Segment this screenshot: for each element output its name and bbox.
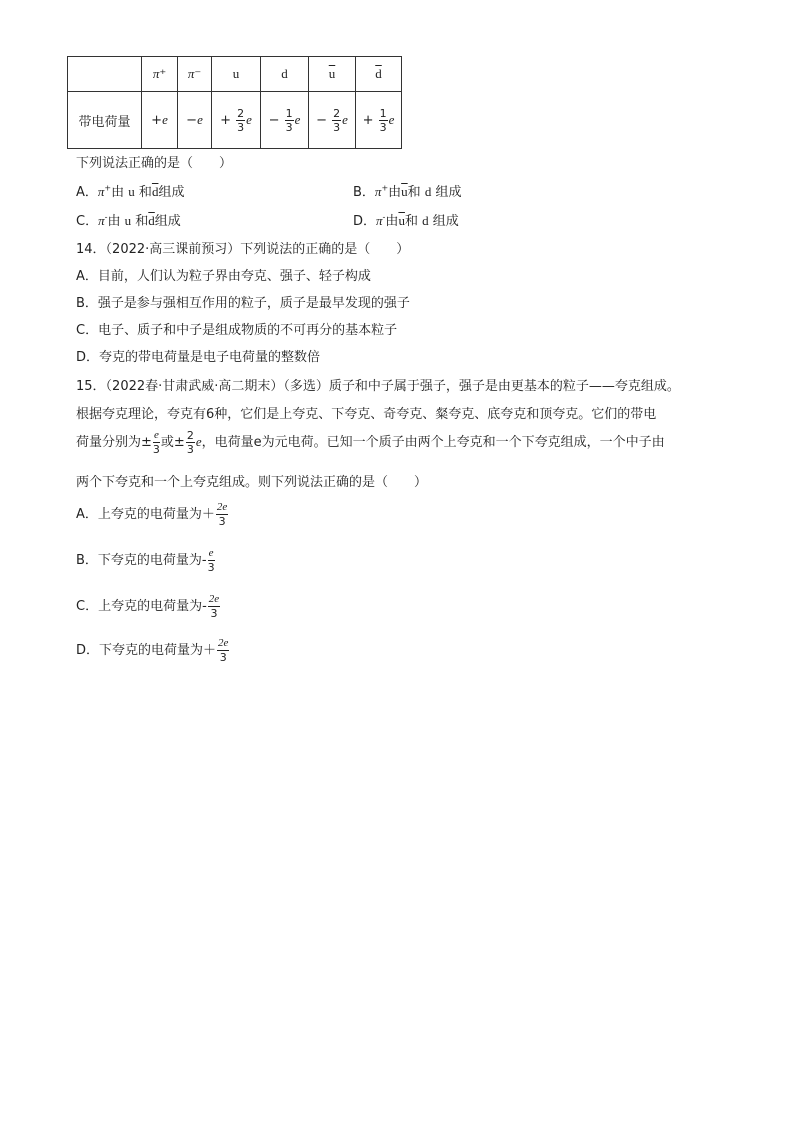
text: 和: [404, 214, 418, 229]
numerator: 2e: [216, 501, 228, 513]
fraction: [285, 108, 294, 133]
header-anti-d: $\overline{d}$: [356, 57, 402, 92]
q15-option-a[interactable]: [76, 502, 229, 527]
charge-symbol: e: [388, 111, 395, 127]
fraction: [379, 108, 388, 133]
text: 组成: [158, 185, 185, 200]
q13-option-c[interactable]: [76, 210, 181, 229]
fraction: [216, 502, 228, 527]
particle-charge: +: [381, 183, 389, 193]
q15-stem-line-4: 两个下夸克和一个上夸克组成。则下列说法正确的是（ ）: [76, 475, 428, 490]
numerator: 2: [333, 106, 341, 120]
cell-anti-u-charge: [309, 92, 356, 149]
option-label: C．: [76, 214, 99, 229]
cell-pi-plus-charge: [142, 92, 178, 149]
sign: −: [316, 112, 327, 128]
q13-option-a[interactable]: [76, 181, 184, 200]
numerator: e: [153, 429, 159, 441]
charge-table: [67, 56, 402, 149]
particle: π: [376, 213, 383, 228]
numerator: 1: [379, 106, 387, 120]
header-anti-u: $\overline{u}$: [309, 57, 356, 92]
header-d: d: [261, 57, 309, 92]
charge-symbol: e: [197, 112, 203, 127]
sign: +: [220, 112, 231, 128]
antiquark: $\overline{u}$: [398, 213, 405, 228]
particle-charge: -: [104, 212, 108, 222]
numerator: 2e: [208, 593, 220, 605]
text: 和: [407, 185, 421, 200]
option-label: D．: [353, 214, 377, 229]
denominator: 3: [379, 120, 387, 134]
q14-option-c[interactable]: C．电子、质子和中子是组成物质的不可再分的基本粒子: [76, 323, 398, 338]
fraction: [153, 430, 160, 455]
q13-option-b[interactable]: [353, 181, 461, 200]
sign: +: [362, 112, 374, 128]
text: 和: [138, 185, 152, 200]
fraction: [186, 430, 195, 455]
numerator: 1: [285, 106, 293, 120]
cell-u-charge: [212, 92, 261, 149]
q15-stem-line-1: 15．（2022春·甘肃武威·高二期末）（多选）质子和中子属于强子，强子是由更基本的粒子——夸克组成。: [76, 379, 680, 394]
charge-symbol: e: [294, 111, 301, 127]
particle: π: [98, 213, 105, 228]
particle-charge: -: [382, 212, 386, 222]
denominator: 3: [333, 120, 341, 134]
quark: u: [124, 213, 132, 228]
text: 由: [107, 214, 121, 229]
text: 由: [111, 185, 125, 200]
text: 组成: [154, 214, 181, 229]
q14-stem: 14．（2022·高三课前预习）下列说法的正确的是（ ）: [76, 242, 410, 257]
option-text: C．上夸克的电荷量为-: [76, 599, 207, 614]
denominator: 3: [237, 120, 245, 134]
fraction: [208, 594, 220, 619]
table-header-row: [68, 57, 402, 92]
fraction: [236, 108, 245, 133]
quark: d: [422, 213, 429, 228]
text: 荷量分别为±: [76, 435, 152, 450]
numerator: e: [208, 547, 214, 559]
text: 和: [135, 214, 149, 229]
antiquark: $\overline{u}$: [401, 184, 408, 199]
text: ，电荷量e为元电荷。已知一个质子由两个上夸克和一个下夸克组成，一个中子由: [201, 435, 665, 450]
quark: d: [424, 184, 432, 199]
q14-option-b[interactable]: B．强子是参与强相互作用的粒子，质子是最早发现的强子: [76, 296, 410, 311]
header-u: u: [212, 57, 261, 92]
fraction: [208, 548, 215, 573]
charge-symbol: e: [162, 112, 168, 127]
cell-anti-d-charge: [356, 92, 402, 149]
q15-option-c[interactable]: [76, 594, 221, 619]
table-charge-row: [68, 92, 402, 149]
sign: −: [268, 112, 280, 128]
denominator: 3: [207, 561, 215, 574]
numerator: 2e: [218, 637, 229, 649]
q15-stem-line-2: 根据夸克理论，夸克有6种，它们是上夸克、下夸克、奇夸克、粲夸克、底夸克和顶夸克。它们的带电: [76, 407, 657, 422]
numerator: 2: [186, 429, 194, 442]
sign: +: [151, 113, 163, 128]
sign: −: [186, 113, 198, 128]
fraction: [217, 638, 229, 663]
denominator: 3: [219, 651, 227, 664]
particle-charge: +: [104, 183, 112, 193]
denominator: 3: [218, 515, 226, 528]
text: 由: [388, 185, 402, 200]
text: 或±: [160, 435, 185, 450]
particle: π: [97, 184, 105, 199]
option-label: B．: [353, 185, 375, 200]
option-label: A．: [76, 185, 98, 200]
denominator: 3: [285, 120, 293, 134]
antiquark: $\overline{d}$: [148, 213, 155, 228]
fraction: [332, 108, 341, 133]
numerator: 2: [237, 106, 245, 120]
option-text: A．上夸克的电荷量为＋: [76, 507, 215, 522]
q14-option-a[interactable]: A．目前，人们认为粒子界由夸克、强子、轻子构成: [76, 269, 371, 284]
text: 组成: [432, 214, 459, 229]
q13-option-d[interactable]: [353, 210, 459, 229]
text: 组成: [435, 185, 462, 200]
option-text: D．下夸克的电荷量为＋: [76, 643, 217, 658]
cell-pi-minus-charge: [178, 92, 212, 149]
q14-option-d[interactable]: D．夸克的带电荷量是电子电荷量的整数倍: [76, 350, 321, 365]
particle: π: [374, 184, 382, 199]
row-label: 带电荷量: [68, 92, 142, 149]
denominator: 3: [152, 443, 160, 456]
header-empty-cell: [68, 57, 142, 92]
antiquark: $\overline{d}$: [151, 184, 159, 199]
text: 由: [385, 214, 399, 229]
charge-symbol: e: [342, 111, 348, 127]
header-pi-plus: π⁺: [142, 57, 178, 92]
q15-option-d[interactable]: [76, 638, 230, 663]
charge-symbol: e: [195, 434, 202, 449]
charge-symbol: e: [246, 111, 252, 127]
q15-stem-line-3: [76, 430, 665, 455]
denominator: 3: [210, 607, 218, 620]
option-text: B．下夸克的电荷量为-: [76, 553, 207, 568]
q13-stem: 下列说法正确的是（ ）: [76, 156, 233, 171]
denominator: 3: [186, 443, 194, 456]
quark: u: [128, 184, 135, 199]
cell-d-charge: [261, 92, 309, 149]
q15-option-b[interactable]: [76, 548, 216, 573]
header-pi-minus: π⁻: [178, 57, 212, 92]
